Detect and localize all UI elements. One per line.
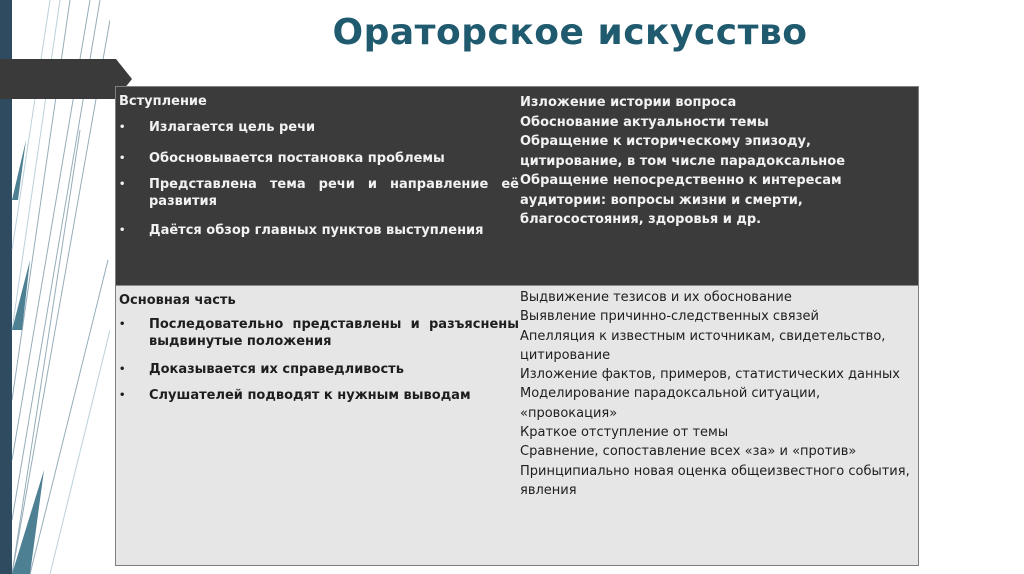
bullet-dot-icon: • [119, 153, 126, 164]
list-item: Краткое отступление от темы [520, 425, 729, 441]
list-item: • Излагается цель речи [119, 120, 316, 135]
list-item: • Даётся обзор главных пунктов выступления [119, 223, 484, 238]
list-item: • Представлена тема речи и направление её развития [119, 177, 519, 209]
intro-bullet-list [119, 119, 519, 239]
intro-techniques-list [520, 93, 916, 230]
table-row-main-part [116, 285, 918, 565]
main-bullet-list [119, 316, 519, 404]
list-item: Выдвижение тезисов и их обоснование [520, 290, 792, 305]
bullet-dot-icon: • [119, 390, 126, 401]
list-item: • Последовательно представлены и разъяснены выдвинутые положения [119, 317, 519, 349]
list-item: Обращение непосредственно к интересам аудитории: вопросы жизни и смерти, благосостояния, здоровья и др. [520, 173, 842, 227]
list-item: Изложение истории вопроса [520, 95, 737, 110]
list-item: • Слушателей подводят к нужным выводам [119, 388, 471, 403]
list-item: Апелляция к известным источникам, свидетельство, цитирование [520, 328, 886, 363]
list-item: Обоснование актуальности темы [520, 114, 769, 130]
bullet-dot-icon: • [119, 225, 126, 236]
list-item: Обращение к историческому эпизоду, цитирование, в том числе парадоксальное [520, 134, 846, 169]
list-item: Сравнение, сопоставление всех «за» и «против» [520, 444, 857, 460]
intro-techniques-cell [520, 93, 916, 230]
list-item: Принципиально новая оценка общеизвестного события, явления [520, 463, 910, 498]
list-item: Моделирование парадоксальной ситуации, «провокация» [520, 386, 821, 421]
bullet-dot-icon: • [119, 364, 126, 375]
list-item: Изложение фактов, примеров, статистических данных [520, 367, 900, 383]
intro-heading: Вступление [119, 94, 207, 109]
page-title: Ораторское искусство [332, 12, 808, 53]
list-item: • Обосновывается постановка проблемы [119, 151, 445, 166]
table-row-introduction [116, 87, 918, 285]
main-heading: Основная часть [119, 293, 236, 308]
list-item: • Доказывается их справедливость [119, 362, 404, 377]
bullet-dot-icon: • [119, 319, 126, 330]
main-techniques-list [520, 288, 916, 500]
bullet-dot-icon: • [119, 122, 126, 133]
main-techniques-cell [520, 288, 916, 500]
intro-stage-cell [119, 93, 519, 239]
list-item: Выявление причинно-следственных связей [520, 309, 819, 325]
bullet-dot-icon: • [119, 179, 126, 190]
section-arrow-tab [0, 59, 132, 99]
main-stage-cell [119, 292, 519, 404]
oratory-table [115, 86, 919, 566]
